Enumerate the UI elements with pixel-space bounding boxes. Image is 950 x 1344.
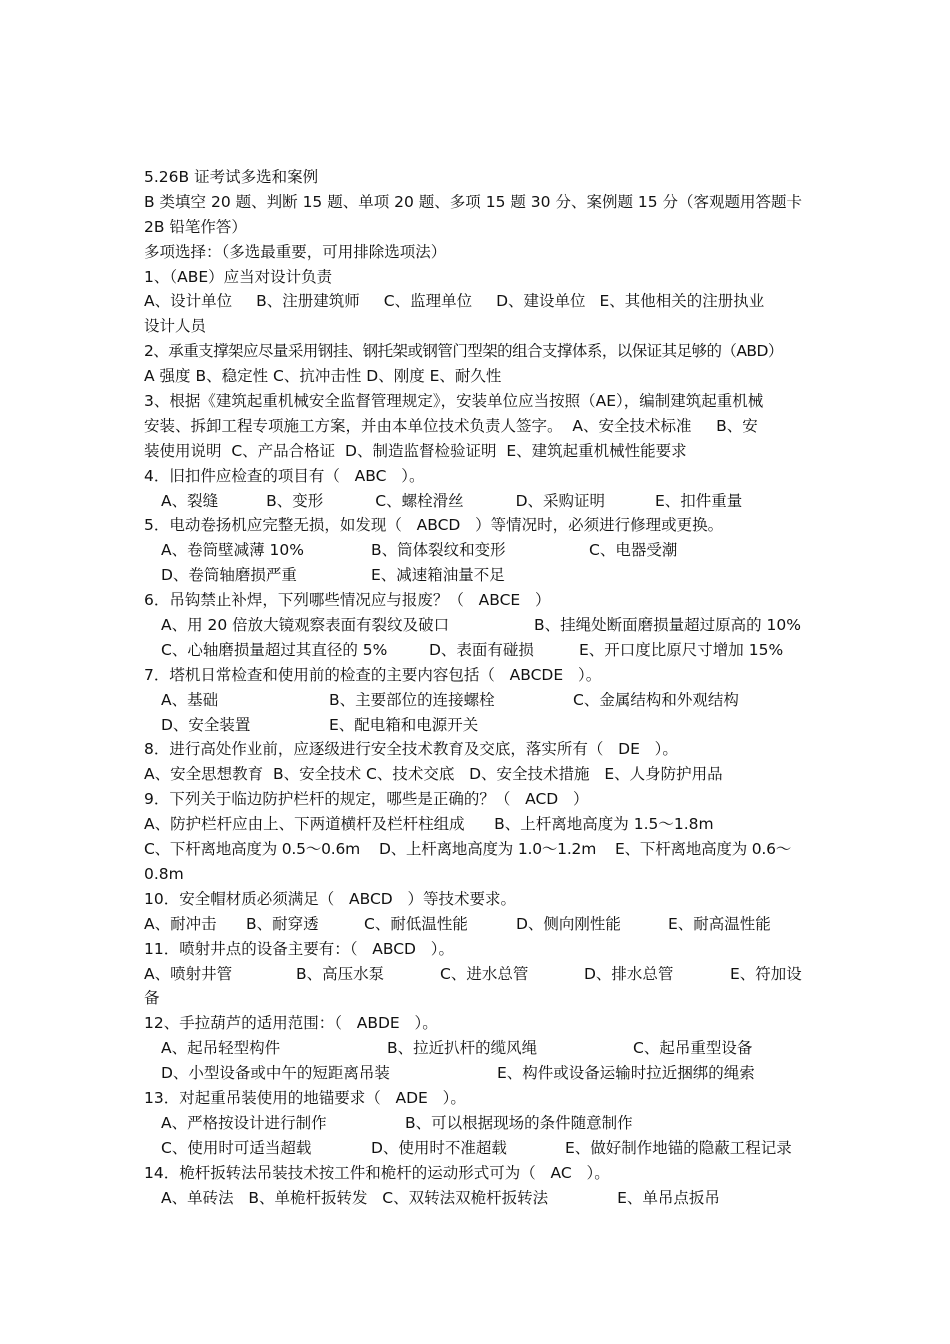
option: B、主要部位的连接螺栓 (329, 690, 495, 709)
question-stem: 3、根据《建筑起重机械安全监督管理规定》，安装单位应当按照（AE），编制建筑起重机械 (144, 392, 764, 411)
option: D、排水总管 (584, 964, 674, 983)
option: E、耐高温性能 (668, 914, 771, 933)
options-line (144, 289, 812, 314)
option: B、注册建筑师 (256, 292, 360, 311)
option: E、做好制作地锚的隐蔽工程记录 (565, 1138, 792, 1157)
options-line (144, 713, 812, 738)
options-line: A 强度 B、稳定性 C、抗冲击性 D、刚度 E、耐久性 (144, 367, 502, 386)
option: D、建设单位 (496, 292, 586, 311)
option: C、心轴磨损量超过其直径的 5% (161, 640, 388, 659)
option: A、用 20 倍放大镜观察表面有裂纹及破口 (161, 616, 450, 635)
options-line (144, 638, 812, 663)
option: B、拉近扒杆的缆风绳 (387, 1039, 538, 1058)
option-continuation: 备 (144, 989, 160, 1008)
question-stem: 14．桅杆扳转法吊装技术按工件和桅杆的运动形式可为（ AC ）。 (144, 1163, 610, 1182)
question-stem: 10．安全帽材质必须满足（ ABCD ）等技术要求。 (144, 889, 517, 908)
option: D、卷筒轴磨损严重 (161, 566, 297, 585)
intro-line: B 类填空 20 题、判断 15 题、单项 20 题、多项 15 题 30 分、案例题 15 分（客观题用答题卡 (144, 192, 803, 211)
question-stem: 安装、拆卸工程专项施工方案，并由本单位技术负责人签字。 A、安全技术标准 B、安 (144, 416, 758, 435)
option: A、设计单位 (144, 292, 233, 311)
options-line (144, 1036, 812, 1061)
option: D、侧向刚性能 (516, 914, 621, 933)
question-stem: 11．喷射井点的设备主要有：（ ABCD ）。 (144, 939, 455, 958)
option: A、耐冲击 (144, 914, 217, 933)
option: E、配电箱和电源开关 (329, 715, 479, 734)
options-line (144, 1111, 812, 1136)
options-line (144, 962, 812, 987)
option: E、其他相关的注册执业 (599, 292, 765, 311)
option: C、耐低温性能 (364, 914, 468, 933)
option: C、电器受潮 (589, 541, 678, 560)
question-stem: 9．下列关于临边防护栏杆的规定，哪些是正确的？（ ACD ） (144, 790, 589, 809)
option: C、使用时可适当超载 (161, 1138, 312, 1157)
options-line (144, 912, 812, 937)
option: D、安全装置 (161, 715, 251, 734)
options-line (144, 613, 812, 638)
option-continuation: 0.8m (144, 864, 184, 883)
options-line: C、下杆离地高度为 0.5～0.6m D、上杆离地高度为 1.0～1.2m E、下杆离地高度为 0.6～ (144, 840, 792, 859)
option: B、高压水泵 (296, 964, 385, 983)
options-line (144, 1136, 812, 1161)
question-stem: 6．吊钩禁止补焊，下列哪些情况应与报废？（ ABCE ） (144, 591, 551, 610)
options-line: A、安全思想教育 B、安全技术 C、技术交底 D、安全技术措施 E、人身防护用品 (144, 765, 723, 784)
options-line: A、防护栏杆应由上、下两道横杆及栏杆柱组成 B、上杆离地高度为 1.5～1.8m (144, 815, 714, 834)
option: B、可以根据现场的条件随意制作 (405, 1113, 633, 1132)
options-line: A、单砖法 B、单桅杆扳转发 C、双转法双桅杆扳转法 E、单吊点扳吊 (161, 1188, 720, 1207)
option: E、构件或设备运输时拉近捆绑的绳索 (497, 1064, 755, 1083)
question-stem: 2、承重支撑架应尽量采用钢挂、钢托架或钢管门型架的组合支撑体系，以保证其足够的（ABD） (144, 342, 783, 361)
option: B、变形 (266, 491, 324, 510)
option: C、起吊重型设备 (633, 1039, 753, 1058)
options-line (144, 538, 812, 563)
option: D、表面有碰损 (429, 640, 534, 659)
option: A、基础 (161, 690, 219, 709)
document-body (144, 165, 812, 1210)
option: C、螺栓滑丝 (375, 491, 464, 510)
question-stem: 装使用说明 C、产品合格证 D、制造监督检验证明 E、建筑起重机械性能要求 (144, 441, 687, 460)
intro-line: 2B 铅笔作答） (144, 217, 247, 236)
options-line (144, 688, 812, 713)
option: E、符加设 (730, 964, 802, 983)
option: C、进水总管 (440, 964, 529, 983)
option: D、采购证明 (515, 491, 606, 510)
question-stem: 1、（ABE）应当对设计负责 (144, 267, 333, 286)
option-continuation: 设计人员 (144, 317, 207, 336)
option: E、扣件重量 (655, 491, 743, 510)
option: A、裂缝 (161, 491, 219, 510)
option: A、严格按设计进行制作 (161, 1113, 327, 1132)
options-line (144, 563, 812, 588)
options-line (144, 1061, 812, 1086)
option: B、耐穿透 (246, 914, 319, 933)
option: E、减速箱油量不足 (371, 566, 505, 585)
doc-title: 5.26B 证考试多选和案例 (144, 168, 319, 186)
question-stem: 5．电动卷扬机应完整无损，如发现（ ABCD ）等情况时，必须进行修理或更换。 (144, 516, 724, 535)
option: E、开口度比原尺寸增加 15% (579, 640, 784, 659)
question-stem: 4．旧扣件应检查的项目有（ ABC ）。 (144, 466, 425, 485)
option: D、小型设备或中午的短距离吊装 (161, 1064, 390, 1083)
question-stem: 12、手拉葫芦的适用范围：（ ABDE ）。 (144, 1014, 438, 1033)
option: C、金属结构和外观结构 (573, 690, 739, 709)
option: A、卷筒壁减薄 10% (161, 541, 304, 560)
option: D、使用时不准超载 (371, 1138, 507, 1157)
options-line (144, 489, 812, 514)
question-stem: 13．对起重吊装使用的地锚要求（ ADE ）。 (144, 1088, 466, 1107)
option: B、筒体裂纹和变形 (371, 541, 506, 560)
option: A、喷射井管 (144, 964, 233, 983)
question-stem: 7．塔机日常检查和使用前的检查的主要内容包括（ ABCDE ）。 (144, 665, 602, 684)
option: A、起吊轻型构件 (161, 1039, 281, 1058)
option: C、监理单位 (383, 292, 473, 311)
intro-line: 多项选择：（多选最重要，可用排除选项法） (144, 242, 447, 261)
question-stem: 8．进行高处作业前，应逐级进行安全技术教育及交底，落实所有（ DE ）。 (144, 740, 678, 759)
option: B、挂绳处断面磨损量超过原高的 10% (534, 616, 802, 635)
